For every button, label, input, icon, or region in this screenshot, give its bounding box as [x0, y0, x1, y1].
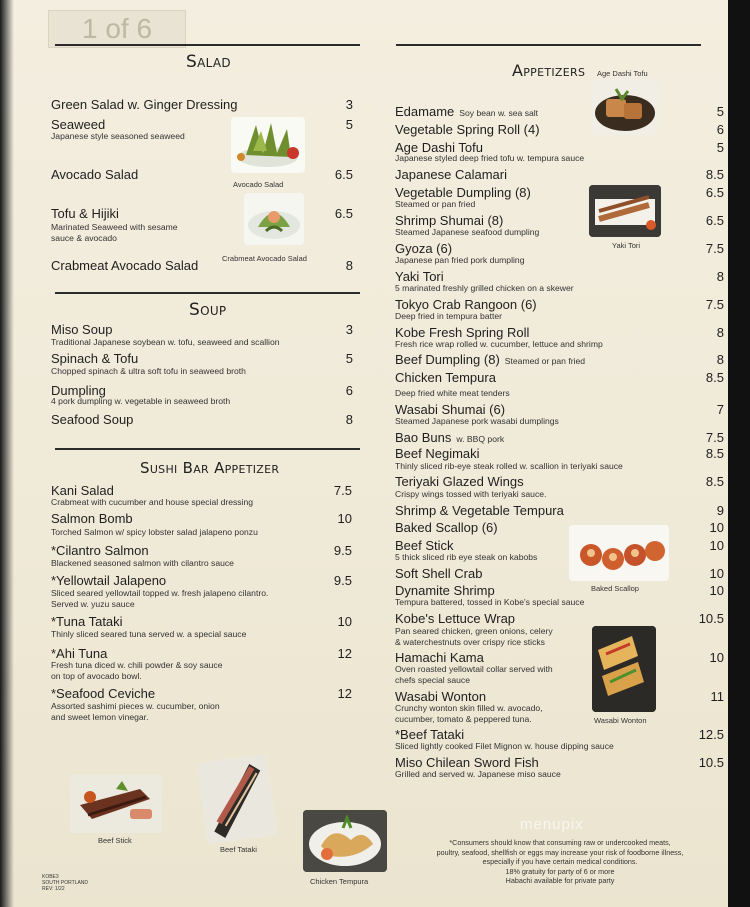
- menu-item-desc: Steamed Japanese pork wasabi dumplings: [395, 416, 559, 426]
- menu-item-desc: Steamed Japanese seafood dumpling: [395, 227, 540, 237]
- menu-item-price: 8: [716, 269, 724, 284]
- menu-item-name: Seafood Soup: [51, 412, 134, 427]
- menu-item-price: 7.5: [705, 430, 724, 445]
- menu-item-price: 10.5: [698, 755, 724, 770]
- menu-item-desc: Blackened seasoned salmon with cilantro sauce: [51, 558, 234, 568]
- menu-item-price: 7: [716, 402, 724, 417]
- menu-item-name: Yaki Tori: [395, 269, 444, 284]
- appetizers-top-rule: [396, 44, 701, 46]
- menu-item-name: Crabmeat Avocado Salad: [51, 258, 199, 273]
- menu-item-price: 10: [709, 583, 724, 598]
- menu-item-name: Green Salad w. Ginger Dressing: [51, 97, 238, 112]
- menu-item-price: 10: [709, 566, 724, 581]
- menu-item-desc: Fresh tuna diced w. chili powder & soy sauce: [51, 660, 223, 670]
- disclaimer-line: *Consumers should know that consuming raw or undercooked meats,: [449, 838, 671, 847]
- menu-item-desc: Crunchy wonton skin filled w. avocado,: [395, 703, 543, 713]
- seaweed-photo: [231, 117, 305, 173]
- salad-top-rule: [55, 44, 360, 46]
- menu-item-price: 12.5: [698, 727, 724, 742]
- menu-item-name: Soft Shell Crab: [395, 566, 483, 581]
- menu-item-price: 9: [716, 503, 724, 518]
- menu-item-inline-desc: w. BBQ pork: [456, 434, 505, 444]
- menu-item-desc: sauce & avocado: [51, 233, 117, 243]
- menu-item-name: Salmon Bomb: [51, 511, 133, 526]
- menu-item-price: 5: [716, 104, 724, 119]
- menu-item-name: Shrimp & Vegetable Tempura: [395, 503, 564, 518]
- menu-item-name: Beef Negimaki: [395, 446, 480, 461]
- menu-item-name: [395, 104, 538, 121]
- menu-item-name: *Beef Tataki: [395, 727, 465, 742]
- menu-item-price: 8: [716, 352, 724, 367]
- menu-item-price: 11: [710, 689, 724, 704]
- menu-item-price: 3: [345, 97, 353, 112]
- menu-item-price: 8.5: [705, 370, 724, 385]
- menu-item-price: 7.5: [705, 241, 724, 256]
- menu-item-desc: Served w. yuzu sauce: [51, 599, 135, 609]
- menu-item-price: 10: [709, 520, 724, 535]
- menu-item-desc: and sweet lemon vinegar.: [51, 712, 149, 722]
- menu-item-desc: Chopped spinach & ultra soft tofu in seaweed broth: [51, 366, 246, 376]
- sushi-bar-top-rule: [55, 448, 360, 450]
- menu-item-price: 8: [345, 412, 353, 427]
- menu-item-price: 12: [337, 686, 352, 701]
- disclaimer-line: Habachi available for private party: [505, 876, 615, 885]
- menu-item-name: Kobe's Lettuce Wrap: [395, 611, 516, 626]
- menu-item-desc: Japanese styled deep fried tofu w. tempura sauce: [395, 153, 585, 163]
- menu-item-price: 6: [345, 383, 353, 398]
- footer-code: [42, 874, 88, 892]
- disclaimer-line: 18% gratuity for party of 6 or more: [505, 866, 615, 876]
- photo-caption: Avocado Salad: [233, 180, 284, 189]
- menu-item-price: 6.5: [705, 185, 724, 200]
- menu-item-name: Baked Scallop (6): [395, 520, 498, 535]
- sushi-bar-heading: Sushi Bar Appetizer: [140, 459, 280, 477]
- menu-item-name: Kobe Fresh Spring Roll: [395, 325, 530, 340]
- photo-caption: Yaki Tori: [612, 241, 641, 250]
- menu-item-name: Dumpling: [51, 383, 106, 398]
- menu-item-desc: Fresh rice wrap rolled w. cucumber, lettuce and shrimp: [395, 339, 603, 349]
- menu-item-name: Miso Soup: [51, 322, 113, 337]
- menu-item-desc: Thinly sliced rib-eye steak rolled w. scallion in teriyaki sauce: [395, 461, 623, 471]
- soup-heading: Soup: [189, 300, 227, 320]
- menu-item-name: Spinach & Tofu: [51, 351, 139, 366]
- menu-item-price: 7.5: [333, 483, 352, 498]
- menu-item-desc: Torched Salmon w/ spicy lobster salad jalapeno ponzu: [51, 527, 258, 537]
- beef-tataki-photo: [197, 754, 278, 845]
- menu-item-name: *Yellowtail Jalapeno: [51, 573, 167, 588]
- menu-item-name: Age Dashi Tofu: [395, 140, 483, 155]
- menu-item-name: Gyoza (6): [395, 241, 453, 256]
- menu-item-name: *Tuna Tataki: [51, 614, 123, 629]
- menu-item-inline-desc: Soy bean w. sea salt: [459, 108, 539, 118]
- menu-item-name: *Cilantro Salmon: [51, 543, 149, 558]
- menu-item-price: 5: [345, 117, 353, 132]
- menu-item-name: *Ahi Tuna: [51, 646, 108, 661]
- menu-item-price: 6.5: [334, 206, 353, 221]
- menu-item-desc: Crispy wings tossed with teriyaki sauce.: [395, 489, 547, 499]
- menu-item-price: 8.5: [705, 446, 724, 461]
- menu-item-name: *Seafood Ceviche: [51, 686, 156, 701]
- menu-item-name: Miso Chilean Sword Fish: [395, 755, 539, 770]
- baked-scallop-photo: [569, 525, 669, 581]
- menu-item-name: Tofu & Hijiki: [51, 206, 119, 221]
- photo-caption: Crabmeat Avocado Salad: [222, 254, 307, 263]
- watermark: menupix: [520, 816, 584, 833]
- menu-item-name: Kani Salad: [51, 483, 114, 498]
- menu-item-desc: Tempura battered, tossed in Kobe's special sauce: [395, 597, 585, 607]
- photo-caption: Beef Tataki: [220, 845, 257, 854]
- menu-item-price: 10.5: [698, 611, 724, 626]
- menu-item-desc: Sliced seared yellowtail topped w. fresh jalapeno cilantro.: [51, 588, 269, 598]
- photo-caption: Beef Stick: [98, 836, 132, 845]
- menu-item-price: 8: [716, 325, 724, 340]
- age-dashi-tofu-photo: [592, 79, 658, 135]
- disclaimer-line: especially if you have certain medical conditions.: [482, 857, 638, 866]
- menu-item-name: Beef Stick: [395, 538, 454, 553]
- menu-item-name: Wasabi Wonton: [395, 689, 487, 704]
- menu-item-name: Avocado Salad: [51, 167, 139, 182]
- photo-caption: Age Dashi Tofu: [597, 69, 648, 78]
- wasabi-wonton-photo: [592, 626, 656, 712]
- menu-item-price: 9.5: [333, 543, 352, 558]
- menu-item-name: Vegetable Spring Roll (4): [395, 122, 540, 137]
- menu-item-name: Shrimp Shumai (8): [395, 213, 504, 228]
- menu-item-price: 8.5: [705, 474, 724, 489]
- menu-item-price: 3: [345, 322, 353, 337]
- photo-caption: Chicken Tempura: [310, 877, 369, 886]
- menu-item-price: 6: [716, 122, 724, 137]
- appetizers-heading: Appetizers: [512, 61, 586, 80]
- menu-item-name: [395, 352, 585, 369]
- menu-item-price: 10: [709, 538, 724, 553]
- footer-line: REV: 1/22: [42, 886, 65, 892]
- avocado-salad-photo: [244, 193, 304, 245]
- menu-item-price: 6.5: [334, 167, 353, 182]
- menu-item-price: 10: [709, 650, 724, 665]
- menu-item-desc: Oven roasted yellowtail collar served with: [395, 664, 553, 674]
- menu-item-desc: 5 thick sliced rib eye steak on kabobs: [395, 552, 538, 562]
- menu-item-name: Teriyaki Glazed Wings: [395, 474, 524, 489]
- menu-item-name: Seaweed: [51, 117, 106, 132]
- menu-item-desc: Pan seared chicken, green onions, celery: [395, 626, 553, 636]
- menu-item-name: Dynamite Shrimp: [395, 583, 495, 598]
- menu-item-desc: Crabmeat with cucumber and house special dressing: [51, 497, 254, 507]
- menu-item-price: 8: [345, 258, 353, 273]
- menu-item-desc: Traditional Japanese soybean w. tofu, seaweed and scallion: [51, 337, 280, 347]
- salad-heading: Salad: [186, 52, 231, 72]
- menu-item-desc: Thinly sliced seared tuna served w. a special sauce: [51, 629, 247, 639]
- menu-item-price: 5: [345, 351, 353, 366]
- menu-item-desc: Grilled and served w. Japanese miso sauce: [395, 769, 561, 779]
- menu-item-price: 10: [337, 511, 352, 526]
- menu-item-price: 6.5: [705, 213, 724, 228]
- menu-item-desc: & waterchestnuts over crispy rice sticks: [395, 637, 545, 647]
- menu-item-desc: 4 pork dumpling w. vegetable in seaweed broth: [51, 396, 231, 406]
- menu-item-name: [395, 430, 504, 447]
- menu-item-price: 9.5: [333, 573, 352, 588]
- menu-item-price: 12: [337, 646, 352, 661]
- menu-item-desc: Marinated Seaweed with sesame: [51, 222, 178, 232]
- menu-item-price: 8.5: [705, 167, 724, 182]
- disclaimer-line: poultry, seafood, shellfish or eggs may increase your risk of foodborne illness,: [436, 847, 684, 857]
- menu-item-name: Tokyo Crab Rangoon (6): [395, 297, 537, 312]
- disclaimer: [410, 838, 710, 886]
- menu-item-name: Hamachi Kama: [395, 650, 484, 665]
- menu-item-price: 5: [716, 140, 724, 155]
- footer-line: SOUTH PORTLAND: [42, 880, 89, 886]
- menu-item-desc: 5 marinated freshly grilled chicken on a skewer: [395, 283, 574, 293]
- beef-stick-photo: [70, 775, 162, 833]
- menu-item-desc: chefs special sauce: [395, 675, 470, 685]
- menu-item-name: Chicken Tempura: [395, 370, 496, 385]
- menu-item-price: 10: [337, 614, 352, 629]
- photo-caption: Wasabi Wonton: [594, 716, 647, 725]
- photo-caption: Baked Scallop: [591, 584, 639, 593]
- footer-line: KOBE3: [42, 874, 59, 880]
- menu-item-inline-desc: Steamed or pan fried: [504, 356, 586, 366]
- menu-item-desc: Sliced lightly cooked Filet Mignon w. house dipping sauce: [395, 741, 614, 751]
- menu-item-name: Japanese Calamari: [395, 167, 508, 182]
- page-indicator: 1 of 6: [48, 10, 186, 48]
- menu-item-name-text: Edamame: [395, 104, 455, 119]
- menu-item-name: Wasabi Shumai (6): [395, 402, 506, 417]
- menu-item-desc: cucumber, tomato & peppered tuna.: [395, 714, 532, 724]
- yaki-tori-photo: [589, 185, 661, 237]
- menu-item-name-text: Beef Dumpling (8): [395, 352, 500, 367]
- menu-item-desc: Japanese style seasoned seaweed: [51, 131, 185, 141]
- menu-item-name-text: Bao Buns: [395, 430, 452, 445]
- menu-item-desc: on top of avocado bowl.: [51, 671, 142, 681]
- menu-item-desc: Deep fried white meat tenders: [395, 388, 510, 398]
- menu-item-desc: Japanese pan fried pork dumpling: [395, 255, 525, 265]
- menu-item-desc: Deep fried in tempura batter: [395, 311, 503, 321]
- chicken-tempura-photo: [303, 810, 387, 872]
- menu-item-price: 7.5: [705, 297, 724, 312]
- menu-item-desc: Assorted sashimi pieces w. cucumber, onion: [51, 701, 220, 711]
- soup-top-rule: [55, 292, 360, 294]
- menu-item-desc: Steamed or pan fried: [395, 199, 476, 209]
- menu-item-name: Vegetable Dumpling (8): [395, 185, 531, 200]
